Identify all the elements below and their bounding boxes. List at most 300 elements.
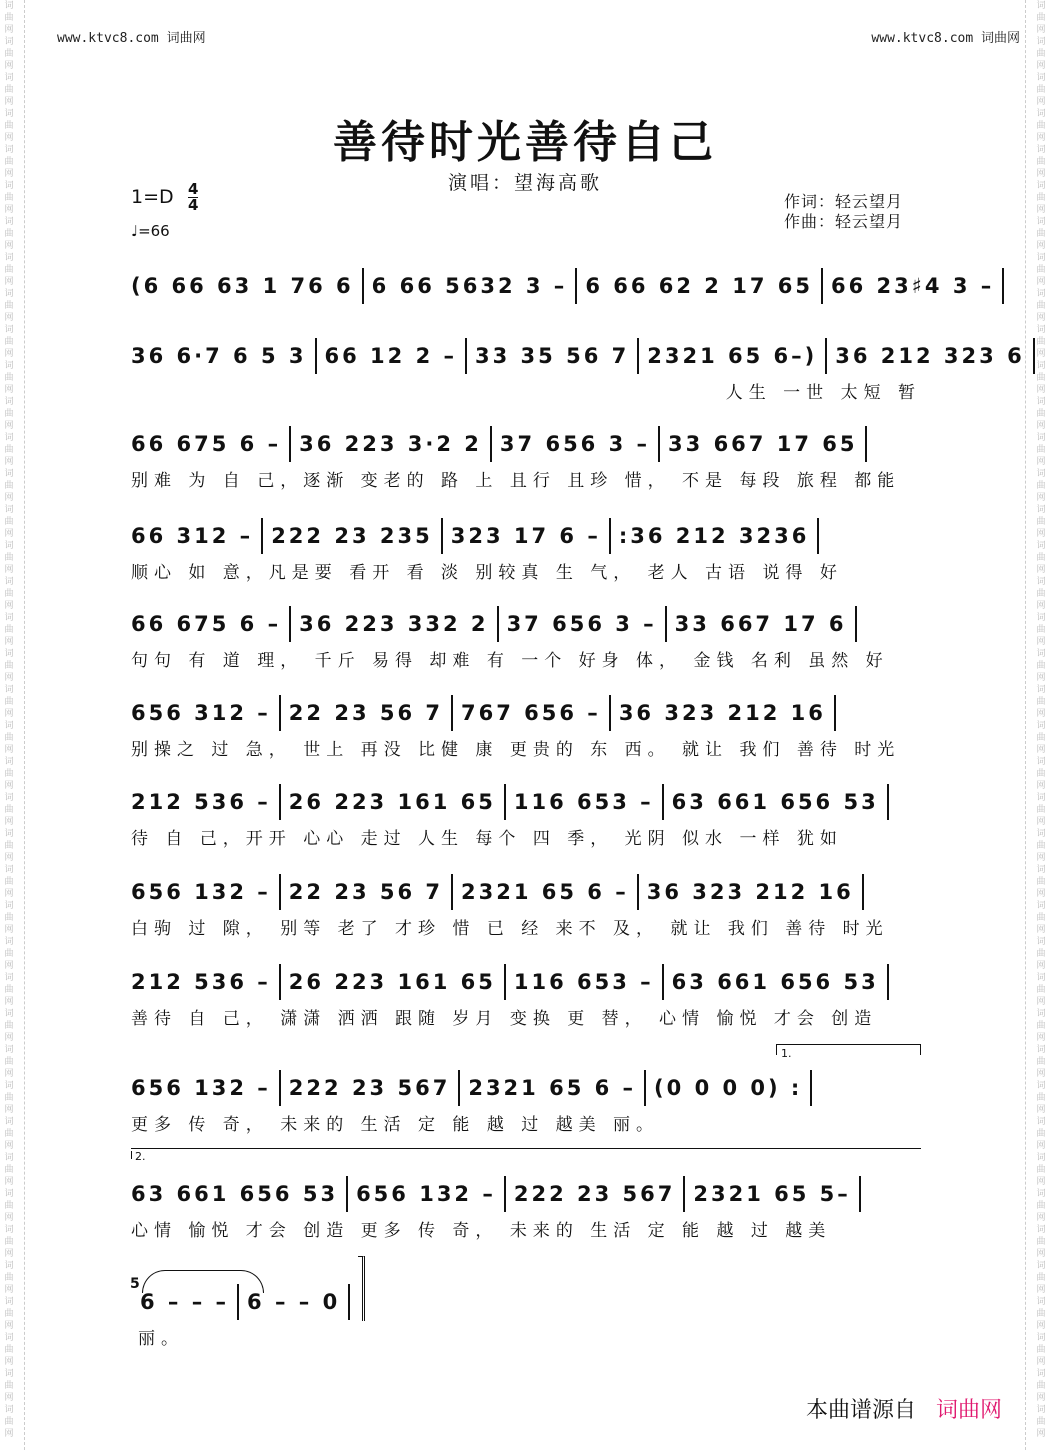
watermark-glyph: 曲 <box>4 445 14 455</box>
measure: 222 23 235 <box>263 518 443 554</box>
watermark-glyph: 曲 <box>4 1021 14 1031</box>
watermark-glyph: 词 <box>1036 865 1046 875</box>
watermark-glyph: 词 <box>1036 721 1046 731</box>
watermark-glyph: 网 <box>4 601 14 611</box>
note-line <box>131 426 921 462</box>
watermark-glyph: 网 <box>4 961 14 971</box>
watermark-glyph: 词 <box>1036 1117 1046 1127</box>
measure: 33 35 56 7 <box>467 338 639 374</box>
watermark-glyph: 词 <box>4 253 14 263</box>
watermark-glyph: 词 <box>1036 1081 1046 1091</box>
watermark-glyph: 网 <box>1036 1249 1046 1259</box>
watermark-glyph: 词 <box>1036 1189 1046 1199</box>
watermark-glyph: 词 <box>4 973 14 983</box>
watermark-glyph: 曲 <box>4 373 14 383</box>
watermark-glyph: 词 <box>1036 829 1046 839</box>
watermark-glyph: 网 <box>4 97 14 107</box>
watermark-glyph: 曲 <box>1036 877 1046 887</box>
watermark-glyph: 网 <box>1036 277 1046 287</box>
measure: 36 6·7 6 5 3 <box>131 338 317 374</box>
note-line <box>131 695 921 731</box>
watermark-glyph: 词 <box>1036 1297 1046 1307</box>
note-line <box>131 964 921 1000</box>
measure: 116 653 – <box>506 784 664 820</box>
watermark-glyph: 网 <box>1036 817 1046 827</box>
watermark-glyph: 词 <box>4 73 14 83</box>
measure: 66 23♯4 3 – <box>823 268 1004 304</box>
note-line <box>131 1176 921 1212</box>
watermark-glyph: 曲 <box>1036 985 1046 995</box>
measure: 656 132 – <box>131 874 281 910</box>
measure: 212 536 – <box>131 784 281 820</box>
second-ending-label: 2. <box>135 1150 146 1163</box>
watermark-glyph: 词 <box>4 1261 14 1271</box>
measure: 222 23 567 <box>281 1070 461 1106</box>
measure: 6 – – – <box>140 1284 239 1320</box>
measure: 63 661 656 53 <box>664 784 889 820</box>
lyric-line: 心情 愉悦 才会 创造 更多 传 奇， 未来的 生活 定 能 越 过 越美 <box>131 1221 832 1241</box>
watermark-glyph: 词 <box>1036 397 1046 407</box>
watermark-glyph: 词 <box>4 829 14 839</box>
watermark-glyph: 词 <box>1036 37 1046 47</box>
watermark-glyph: 词 <box>1036 649 1046 659</box>
note-line <box>131 338 1025 374</box>
watermark-glyph: 词 <box>4 433 14 443</box>
watermark-glyph: 曲 <box>1036 1165 1046 1175</box>
watermark-glyph: 词 <box>4 1333 14 1343</box>
measure: 2321 65 5– <box>685 1176 860 1212</box>
watermark-glyph: 网 <box>1036 493 1046 503</box>
watermark-glyph: 网 <box>1036 385 1046 395</box>
watermark-glyph: 曲 <box>4 733 14 743</box>
watermark-glyph: 网 <box>1036 1105 1046 1115</box>
watermark-glyph: 网 <box>4 1393 14 1403</box>
watermark-glyph: 词 <box>4 1225 14 1235</box>
watermark-glyph: 词 <box>4 1369 14 1379</box>
watermark-glyph: 曲 <box>1036 1129 1046 1139</box>
watermark-glyph: 网 <box>4 313 14 323</box>
watermark-glyph: 曲 <box>4 913 14 923</box>
measure: (0 0 0 0) : <box>646 1070 812 1106</box>
watermark-glyph: 曲 <box>4 1129 14 1139</box>
note-line <box>131 268 995 304</box>
watermark-glyph: 词 <box>4 901 14 911</box>
lyric-line: 善待 自 己， 潇潇 洒洒 跟随 岁月 变换 更 替， 心情 愉悦 才会 创造 <box>131 1009 878 1029</box>
watermark-glyph: 曲 <box>4 1093 14 1103</box>
measure: 26 223 161 65 <box>281 964 506 1000</box>
watermark-glyph: 词 <box>1036 469 1046 479</box>
watermark-glyph: 曲 <box>4 337 14 347</box>
watermark-glyph: 曲 <box>1036 733 1046 743</box>
lyric-line: 待 自 己，开开 心心 走过 人生 每个 四 季， 光阴 似水 一样 犹如 <box>131 829 843 849</box>
watermark-glyph: 曲 <box>1036 805 1046 815</box>
measure: 36 223 332 2 <box>291 606 498 642</box>
watermark-glyph: 词 <box>4 577 14 587</box>
measure: 116 653 – <box>506 964 664 1000</box>
measure: 2321 65 6 – <box>453 874 639 910</box>
watermark-glyph: 词 <box>1036 109 1046 119</box>
measure: 36 212 323 6 <box>827 338 1034 374</box>
watermark-glyph: 曲 <box>1036 445 1046 455</box>
watermark-glyph: 词 <box>4 793 14 803</box>
watermark-glyph: 词 <box>4 109 14 119</box>
watermark-glyph: 词 <box>4 1189 14 1199</box>
watermark-glyph: 网 <box>4 673 14 683</box>
watermark-glyph: 网 <box>1036 169 1046 179</box>
watermark-glyph: 曲 <box>4 1057 14 1067</box>
watermark-glyph: 网 <box>4 709 14 719</box>
watermark-glyph: 网 <box>4 25 14 35</box>
watermark-glyph: 词 <box>1036 685 1046 695</box>
measure: 33 667 17 6 <box>667 606 857 642</box>
watermark-glyph: 词 <box>4 289 14 299</box>
watermark-glyph: 网 <box>4 637 14 647</box>
measure: 767 656 – <box>453 695 611 731</box>
watermark-glyph: 词 <box>4 613 14 623</box>
note-line <box>131 606 921 642</box>
watermark-glyph: 曲 <box>1036 553 1046 563</box>
first-ending-label: 1. <box>781 1047 792 1060</box>
watermark-glyph: 曲 <box>1036 121 1046 131</box>
measure: 212 536 – <box>131 964 281 1000</box>
watermark-glyph: 词 <box>1036 541 1046 551</box>
watermark-glyph: 曲 <box>1036 1273 1046 1283</box>
watermark-glyph: 网 <box>1036 673 1046 683</box>
section-divider <box>131 1148 921 1149</box>
watermark-glyph: 网 <box>1036 1177 1046 1187</box>
watermark-glyph: 网 <box>1036 349 1046 359</box>
watermark-glyph: 曲 <box>1036 589 1046 599</box>
watermark-glyph: 词 <box>1036 325 1046 335</box>
watermark-glyph: 曲 <box>1036 1057 1046 1067</box>
watermark-glyph: 曲 <box>1036 661 1046 671</box>
measure: 656 132 – <box>131 1070 281 1106</box>
watermark-glyph: 网 <box>1036 925 1046 935</box>
watermark-glyph: 词 <box>1036 1153 1046 1163</box>
left-watermark-strip <box>0 0 18 1450</box>
measure: 22 23 56 7 <box>281 695 453 731</box>
watermark-glyph: 网 <box>4 1105 14 1115</box>
watermark-glyph: 网 <box>1036 1393 1046 1403</box>
watermark-glyph: 词 <box>1036 1045 1046 1055</box>
time-top: 4 <box>188 180 199 198</box>
watermark-glyph: 网 <box>4 1321 14 1331</box>
final-barline <box>358 1256 365 1321</box>
watermark-glyph: 网 <box>4 1033 14 1043</box>
watermark-glyph: 网 <box>4 529 14 539</box>
watermark-glyph: 曲 <box>1036 481 1046 491</box>
watermark-glyph: 网 <box>1036 745 1046 755</box>
watermark-glyph: 曲 <box>4 229 14 239</box>
watermark-glyph: 曲 <box>4 409 14 419</box>
watermark-glyph: 网 <box>4 385 14 395</box>
watermark-glyph: 词 <box>4 649 14 659</box>
watermark-glyph: 网 <box>1036 1429 1046 1439</box>
watermark-glyph: 网 <box>4 457 14 467</box>
watermark-glyph: 网 <box>4 205 14 215</box>
watermark-glyph: 词 <box>1036 181 1046 191</box>
measure: 36 323 212 16 <box>611 695 836 731</box>
watermark-glyph: 曲 <box>1036 85 1046 95</box>
measure: 222 23 567 <box>506 1176 686 1212</box>
watermark-glyph: 词 <box>1036 1225 1046 1235</box>
watermark-glyph: 曲 <box>1036 913 1046 923</box>
watermark-glyph: 词 <box>4 361 14 371</box>
watermark-glyph: 曲 <box>4 661 14 671</box>
watermark-glyph: 曲 <box>1036 1309 1046 1319</box>
watermark-glyph: 曲 <box>4 625 14 635</box>
watermark-glyph: 词 <box>1036 793 1046 803</box>
watermark-glyph: 网 <box>4 817 14 827</box>
watermark-glyph: 词 <box>1036 361 1046 371</box>
note-line <box>131 784 921 820</box>
measure: 656 132 – <box>348 1176 506 1212</box>
watermark-glyph: 曲 <box>4 805 14 815</box>
measure: 66 675 6 – <box>131 606 291 642</box>
watermark-glyph: 词 <box>4 1 14 11</box>
watermark-glyph: 网 <box>4 1429 14 1439</box>
song-title: 善待时光善待自己 <box>333 117 717 168</box>
site-url-right[interactable]: www.ktvc8.com 词曲网 <box>871 31 1020 46</box>
watermark-glyph: 词 <box>1036 973 1046 983</box>
watermark-glyph: 网 <box>4 493 14 503</box>
watermark-glyph: 曲 <box>1036 229 1046 239</box>
watermark-glyph: 网 <box>1036 97 1046 107</box>
watermark-glyph: 网 <box>4 61 14 71</box>
site-url-left[interactable]: www.ktvc8.com 词曲网 <box>57 31 206 46</box>
watermark-glyph: 网 <box>1036 781 1046 791</box>
measure: 656 312 – <box>131 695 281 731</box>
note-line <box>131 518 921 554</box>
watermark-glyph: 词 <box>4 541 14 551</box>
watermark-glyph: 词 <box>1036 613 1046 623</box>
watermark-glyph: 曲 <box>1036 1093 1046 1103</box>
watermark-glyph: 曲 <box>1036 769 1046 779</box>
watermark-glyph: 曲 <box>4 193 14 203</box>
measure: 22 23 56 7 <box>281 874 453 910</box>
watermark-glyph: 词 <box>4 685 14 695</box>
watermark-glyph: 曲 <box>1036 697 1046 707</box>
lyric-line: 更多 传 奇， 未来的 生活 定 能 越 过 越美 丽。 <box>131 1115 660 1135</box>
watermark-glyph: 词 <box>1036 253 1046 263</box>
watermark-glyph: 词 <box>4 721 14 731</box>
watermark-glyph: 网 <box>4 745 14 755</box>
watermark-glyph: 曲 <box>1036 193 1046 203</box>
watermark-glyph: 曲 <box>1036 1201 1046 1211</box>
lyric-line: 别操之 过 急， 世上 再没 比健 康 更贵的 东 西。 就让 我们 善待 时光 <box>131 740 901 760</box>
watermark-glyph: 网 <box>1036 601 1046 611</box>
watermark-glyph: 网 <box>4 1213 14 1223</box>
measure: 63 661 656 53 <box>664 964 889 1000</box>
first-ending-bracket <box>776 1044 921 1060</box>
watermark-glyph: 曲 <box>1036 157 1046 167</box>
measure: 37 656 3 – <box>499 606 667 642</box>
watermark-glyph: 网 <box>1036 637 1046 647</box>
left-margin-line <box>24 0 25 1450</box>
watermark-glyph: 词 <box>1036 901 1046 911</box>
watermark-glyph: 词 <box>4 469 14 479</box>
watermark-glyph: 网 <box>4 997 14 1007</box>
measure: 36 323 212 16 <box>639 874 864 910</box>
note-line <box>131 874 921 910</box>
watermark-glyph: 曲 <box>4 517 14 527</box>
watermark-glyph: 曲 <box>1036 337 1046 347</box>
watermark-glyph: 词 <box>1036 145 1046 155</box>
watermark-glyph: 网 <box>4 1249 14 1259</box>
watermark-glyph: 词 <box>4 505 14 515</box>
watermark-glyph: 曲 <box>1036 265 1046 275</box>
watermark-glyph: 词 <box>4 1045 14 1055</box>
watermark-glyph: 曲 <box>1036 49 1046 59</box>
watermark-glyph: 曲 <box>1036 301 1046 311</box>
measure: 37 656 3 – <box>492 426 660 462</box>
credits <box>784 192 903 232</box>
watermark-glyph: 曲 <box>4 1201 14 1211</box>
watermark-glyph: 词 <box>4 325 14 335</box>
watermark-glyph: 词 <box>1036 937 1046 947</box>
watermark-glyph: 网 <box>1036 1033 1046 1043</box>
watermark-glyph: 词 <box>4 1009 14 1019</box>
time-signature <box>188 182 198 213</box>
watermark-glyph: 曲 <box>4 589 14 599</box>
watermark-glyph: 曲 <box>4 553 14 563</box>
watermark-glyph: 词 <box>1036 1369 1046 1379</box>
measure: (6 66 63 1 76 6 <box>131 268 364 304</box>
measure: :36 212 3236 <box>611 518 820 554</box>
watermark-glyph: 词 <box>1036 577 1046 587</box>
watermark-glyph: 词 <box>1036 1405 1046 1415</box>
watermark-glyph: 网 <box>1036 961 1046 971</box>
watermark-glyph: 网 <box>1036 853 1046 863</box>
watermark-glyph: 曲 <box>1036 1021 1046 1031</box>
watermark-glyph: 网 <box>4 1069 14 1079</box>
right-watermark-strip <box>1032 0 1050 1450</box>
watermark-glyph: 网 <box>4 853 14 863</box>
measure: 2321 65 6–) <box>639 338 827 374</box>
watermark-glyph: 曲 <box>4 697 14 707</box>
watermark-glyph: 网 <box>1036 25 1046 35</box>
watermark-glyph: 词 <box>4 757 14 767</box>
watermark-glyph: 网 <box>1036 1069 1046 1079</box>
watermark-glyph: 曲 <box>4 1237 14 1247</box>
measure: 26 223 161 65 <box>281 784 506 820</box>
watermark-glyph: 曲 <box>4 157 14 167</box>
watermark-glyph: 曲 <box>4 949 14 959</box>
watermark-glyph: 词 <box>4 181 14 191</box>
lyricist: 作词：轻云望月 <box>784 192 904 211</box>
watermark-glyph: 网 <box>1036 529 1046 539</box>
watermark-glyph: 曲 <box>4 985 14 995</box>
measure: 66 312 – <box>131 518 263 554</box>
watermark-glyph: 网 <box>1036 421 1046 431</box>
key-signature: 1=D <box>131 186 174 208</box>
watermark-glyph: 曲 <box>4 49 14 59</box>
watermark-glyph: 曲 <box>1036 373 1046 383</box>
measure: 6 – – 0 <box>239 1284 350 1320</box>
measure: 6 66 62 2 17 65 <box>577 268 823 304</box>
time-bottom: 4 <box>188 196 199 214</box>
watermark-glyph: 网 <box>1036 565 1046 575</box>
lyric-line: 人生 一世 太短 暂 <box>725 383 921 403</box>
watermark-glyph: 词 <box>1036 73 1046 83</box>
source-label: 本曲谱源自 <box>805 1398 916 1423</box>
watermark-glyph: 曲 <box>4 841 14 851</box>
watermark-glyph: 曲 <box>4 121 14 131</box>
watermark-glyph: 曲 <box>4 877 14 887</box>
watermark-glyph: 词 <box>4 937 14 947</box>
watermark-glyph: 曲 <box>4 1345 14 1355</box>
watermark-glyph: 曲 <box>1036 1381 1046 1391</box>
watermark-glyph: 网 <box>4 1285 14 1295</box>
watermark-glyph: 曲 <box>4 769 14 779</box>
lyric-line: 白驹 过 隙， 别等 老了 才珍 惜 已 经 来不 及， 就让 我们 善待 时光 <box>131 919 889 939</box>
measure: 66 675 6 – <box>131 426 291 462</box>
watermark-glyph: 网 <box>1036 1357 1046 1367</box>
watermark-glyph: 词 <box>1036 1 1046 11</box>
watermark-glyph: 词 <box>1036 505 1046 515</box>
measure: 2321 65 6 – <box>460 1070 646 1106</box>
watermark-glyph: 网 <box>4 565 14 575</box>
watermark-glyph: 词 <box>4 1081 14 1091</box>
watermark-glyph: 网 <box>4 1177 14 1187</box>
watermark-glyph: 词 <box>4 145 14 155</box>
lyric-line: 丽。 <box>138 1329 184 1349</box>
watermark-glyph: 网 <box>1036 709 1046 719</box>
composer: 作曲：轻云望月 <box>784 212 904 231</box>
watermark-glyph: 网 <box>4 169 14 179</box>
lyric-line: 顺心 如 意，凡是要 看开 看 淡 别较真 生 气， 老人 古语 说得 好 <box>131 563 843 583</box>
watermark-glyph: 词 <box>4 865 14 875</box>
watermark-glyph: 词 <box>4 397 14 407</box>
watermark-glyph: 词 <box>1036 1333 1046 1343</box>
watermark-glyph: 网 <box>4 277 14 287</box>
watermark-glyph: 网 <box>1036 241 1046 251</box>
watermark-glyph: 网 <box>1036 997 1046 1007</box>
watermark-glyph: 词 <box>1036 1009 1046 1019</box>
watermark-glyph: 曲 <box>1036 517 1046 527</box>
right-margin-line <box>1025 0 1026 1450</box>
watermark-glyph: 网 <box>1036 61 1046 71</box>
measure: 66 12 2 – <box>317 338 468 374</box>
watermark-glyph: 网 <box>4 889 14 899</box>
watermark-glyph: 网 <box>1036 1321 1046 1331</box>
watermark-glyph: 网 <box>1036 1285 1046 1295</box>
watermark-glyph: 曲 <box>1036 949 1046 959</box>
second-ending-bracket <box>131 1150 146 1163</box>
tempo: ♩=66 <box>131 222 170 240</box>
watermark-glyph: 词 <box>1036 1261 1046 1271</box>
watermark-glyph: 词 <box>4 217 14 227</box>
watermark-glyph: 曲 <box>4 1273 14 1283</box>
watermark-glyph: 网 <box>4 1357 14 1367</box>
lyric-line: 别难 为 自 己，逐渐 变老的 路 上 且行 且珍 惜， 不是 每段 旅程 都能 <box>131 471 901 491</box>
watermark-glyph: 词 <box>4 1117 14 1127</box>
watermark-glyph: 词 <box>1036 217 1046 227</box>
watermark-glyph: 词 <box>4 1297 14 1307</box>
source-brand-link[interactable]: 词曲网 <box>935 1398 1002 1423</box>
watermark-glyph: 词 <box>4 1153 14 1163</box>
watermark-glyph: 词 <box>1036 757 1046 767</box>
watermark-glyph: 网 <box>4 241 14 251</box>
watermark-glyph: 网 <box>4 421 14 431</box>
watermark-glyph: 网 <box>1036 457 1046 467</box>
source-credit <box>806 1393 1002 1424</box>
watermark-glyph: 曲 <box>1036 1345 1046 1355</box>
watermark-glyph: 词 <box>4 37 14 47</box>
watermark-glyph: 曲 <box>1036 1417 1046 1427</box>
lyric-line: 句句 有 道 理， 千斤 易得 却难 有 一个 好身 体， 金钱 名利 虽然 好 <box>131 651 889 671</box>
watermark-glyph: 曲 <box>4 481 14 491</box>
